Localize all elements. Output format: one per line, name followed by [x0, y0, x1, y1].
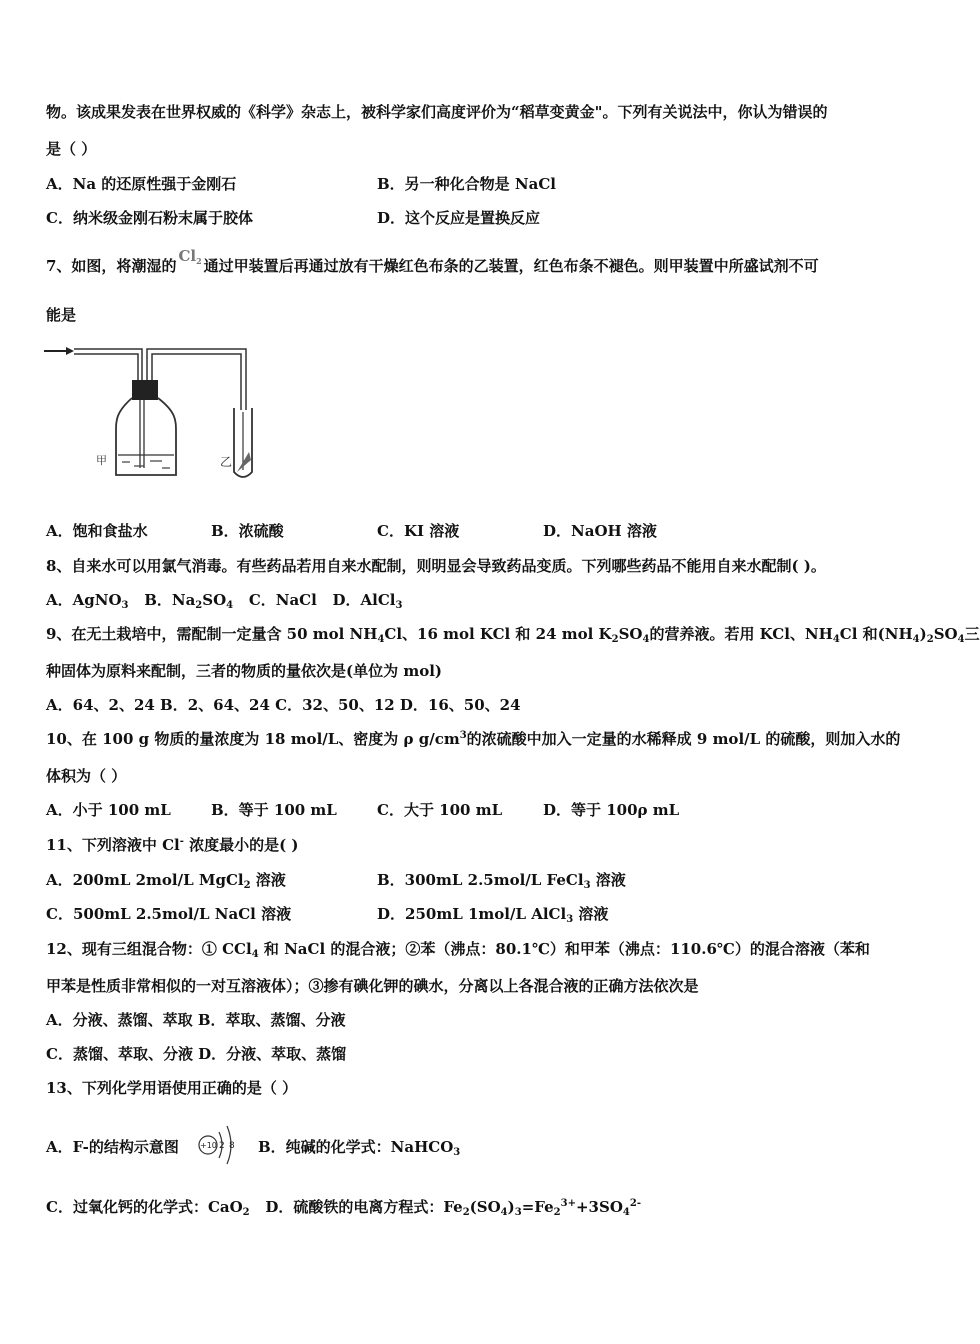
q6-option-d: D．这个反应是置换反应 [377, 209, 541, 227]
label-jia: 甲 [96, 454, 107, 467]
q13-options-cd: C．过氧化钙的化学式：CaO$_2$ D．硫酸铁的电离方程式：$Fe_2(SO_4)_3=Fe_2^{3+}+3SO_4^{2-}$ [46, 1198, 641, 1218]
q10-stem-line1: 10、在 100 g 物质的量浓度为 18 mol/L、密度为 ρ $g/cm^3$的浓硫酸中加入一定量的水稀释成 9 mol/L 的硫酸，则加入水的 [46, 730, 901, 748]
q12-stem-line1: 12、现有三组混合物：① CCl$_4$ 和 NaCl 的混合液；②苯（沸点：80.1℃）和甲苯（沸点：110.6℃）的混合溶液（苯和 [46, 940, 870, 960]
q6-stem-line2: 是（ ） [46, 140, 97, 158]
electron-shell-2: 8 [229, 1141, 235, 1151]
q12-options-ab: A．分液、蒸馏、萃取 B．萃取、蒸馏、分液 [46, 1011, 346, 1029]
q10-stem-line2: 体积为（ ） [46, 767, 127, 785]
q7-option-c: C．KI 溶液 [377, 522, 460, 540]
q10-option-c: C．大于 100 mL [377, 801, 503, 819]
q7-option-d: D．NaOH 溶液 [543, 522, 657, 540]
q10-option-b: B．等于 100 mL [211, 801, 337, 819]
q8-stem: 8、自来水可以用氯气消毒。有些药品若用自来水配制，则明显会导致药品变质。下列哪些药品不能用自来水配制( )。 [46, 557, 826, 575]
q7-stem-line2: 能是 [46, 306, 77, 324]
cl2-formula: $Cl_2$ [178, 247, 202, 266]
q6-option-c: C．纳米级金刚石粉末属于胶体 [46, 209, 253, 227]
q9-options: A．64、2、24 B．2、64、24 C．32、50、12 D．16、50、24 [46, 696, 521, 714]
q10-option-a: A．小于 100 mL [46, 801, 171, 819]
label-yi: 乙 [220, 455, 233, 469]
q13-stem: 13、下列化学用语使用正确的是（ ） [46, 1079, 298, 1097]
q7-option-b: B．浓硫酸 [211, 522, 284, 540]
q13-option-b: B．纯碱的化学式：NaHCO$_3$ [258, 1138, 461, 1158]
q9-stem-line2: 种固体为原料来配制，三者的物质的量依次是(单位为 mol) [46, 662, 442, 680]
fluoride-ion-structure-diagram [193, 1120, 243, 1170]
q7-stem-line1: 7、如图，将潮湿的$Cl_2$ 通过甲装置后再通过放有干燥红色布条的乙装置，红色布条不褪色。则甲装置中所盛试剂不可 [46, 247, 819, 275]
q11-option-d: D．250mL 1mol/L AlCl$_3$ 溶液 [377, 905, 609, 925]
q11-option-c: C．500mL 2.5mol/L NaCl 溶液 [46, 905, 292, 923]
q11-option-a: A．200mL 2mol/L MgCl$_2$ 溶液 [46, 871, 286, 891]
electron-shell-1: 2 [219, 1141, 225, 1151]
q12-options-cd: C．蒸馏、萃取、分液 D．分液、萃取、蒸馏 [46, 1045, 347, 1063]
apparatus-diagram [44, 340, 294, 490]
q7-option-a: A．饱和食盐水 [46, 522, 148, 540]
q9-stem-line1: 9、在无土栽培中，需配制一定量含 50 mol $NH_4Cl$、16 mol KCl 和 24 mol $K_2SO_4$的营养液。若用 KCl、$NH_4Cl$ 和$(NH_4)_2SO_4$三 [46, 625, 980, 645]
q6-option-a: A．Na 的还原性强于金刚石 [46, 175, 237, 193]
q6-stem-line1: 物。该成果发表在世界权威的《科学》杂志上，被科学家们高度评价为“稻草变黄金"。下列有关说法中，你认为错误的 [46, 103, 828, 121]
q8-options: A．AgNO$_3$ B．$Na_2SO_4$ C．NaCl D．AlCl$_3$ [46, 591, 403, 611]
q11-stem: 11、下列溶液中 Cl- 浓度最小的是( ) [46, 836, 299, 854]
q11-option-b: B．300mL 2.5mol/L FeCl$_3$ 溶液 [377, 871, 626, 891]
nucleus-charge: +10 [200, 1141, 217, 1150]
q12-stem-line2: 甲苯是性质非常相似的一对互溶液体）；③掺有碘化钾的碘水，分离以上各混合液的正确方法依次是 [46, 977, 699, 995]
q10-option-d: D．等于 100ρ mL [543, 801, 680, 819]
q13-option-a: A．F-的结构示意图 [46, 1138, 179, 1156]
q6-option-b: B．另一种化合物是 NaCl [377, 175, 556, 193]
